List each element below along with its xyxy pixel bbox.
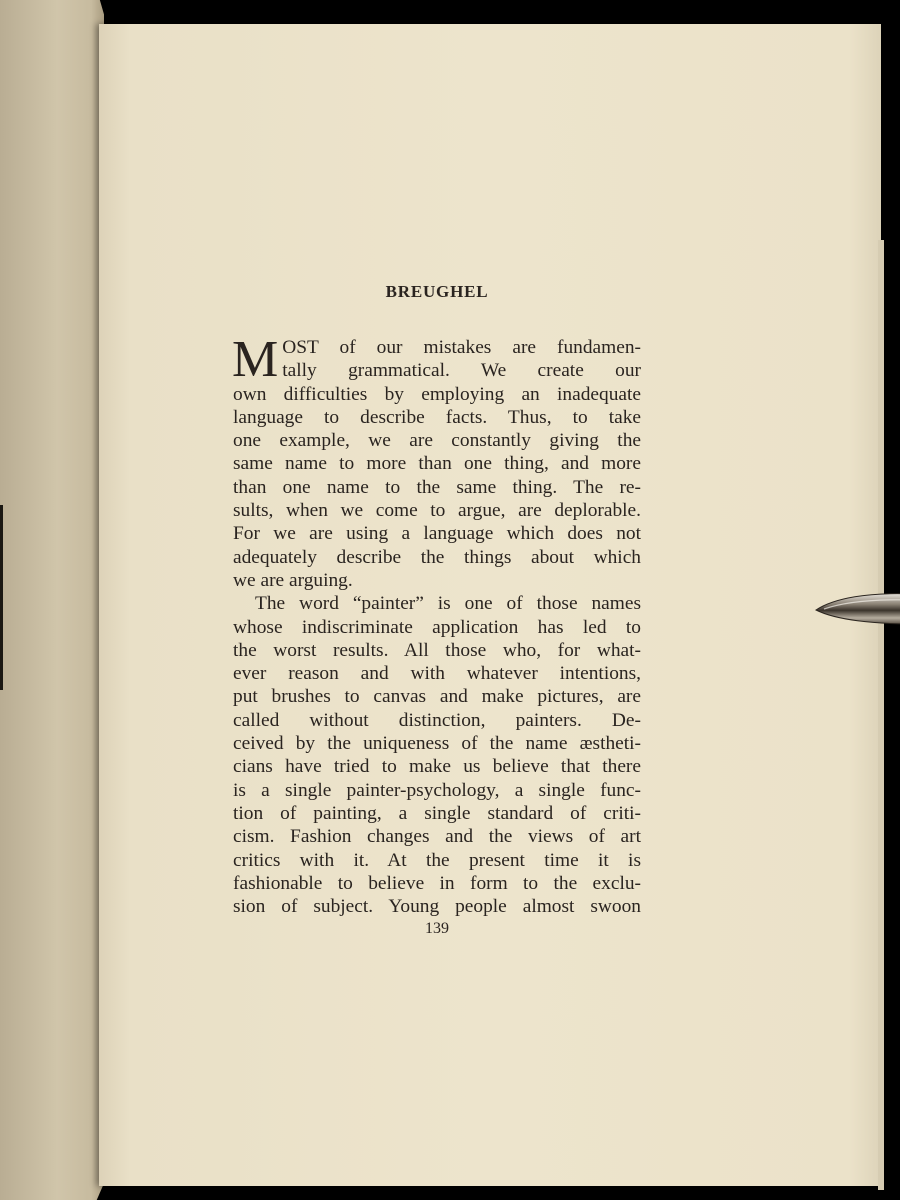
text-line: adequately describe the things about which — [233, 546, 641, 568]
page-number: 139 — [425, 920, 449, 938]
text-line: The word “painter” is one of those names — [255, 593, 641, 615]
metal-bookmark-clip — [814, 588, 900, 628]
text-line: sults, when we come to argue, are deplorable. — [233, 500, 641, 522]
text-line: tally grammatical. We create our — [282, 360, 641, 382]
facing-page-shadow — [0, 505, 3, 690]
text-line: own difficulties by employing an inadequate — [233, 383, 641, 405]
text-line: than one name to the same thing. The re- — [233, 476, 641, 498]
drop-cap: M — [232, 331, 279, 388]
page-edge-stack — [878, 240, 884, 1190]
text-line: one example, we are constantly giving the — [233, 430, 641, 452]
text-line: OST of our mistakes are fundamen- — [282, 337, 641, 358]
text-line: cism. Fashion changes and the views of art — [233, 826, 641, 848]
facing-page-edge — [0, 0, 104, 1200]
text-line: same name to more than one thing, and more — [233, 453, 641, 475]
text-line: we are arguing. — [233, 569, 353, 591]
text-line: language to describe facts. Thus, to take — [233, 406, 641, 428]
text-line: critics with it. At the present time it is — [233, 849, 641, 871]
text-line: cians have tried to make us believe that there — [233, 756, 641, 778]
text-line: For we are using a language which does not — [233, 523, 641, 545]
text-line: sion of subject. Young people almost swoon — [233, 896, 641, 918]
text-line: ceived by the uniqueness of the name æstheti- — [233, 733, 641, 755]
text-line: tion of painting, a single standard of criti- — [233, 802, 641, 824]
text-line: fashionable to believe in form to the exclu- — [233, 872, 641, 894]
text-line: is a single painter-psychology, a single func- — [233, 779, 641, 801]
text-line: ever reason and with whatever intentions, — [233, 663, 641, 685]
page-text-block — [233, 280, 641, 938]
paragraph-2 — [233, 592, 641, 918]
text-line: whose indiscriminate application has led to — [233, 616, 641, 638]
text-line: called without distinction, painters. De- — [233, 709, 641, 731]
text-line: put brushes to canvas and make pictures, are — [233, 686, 641, 708]
text-line: the worst results. All those who, for what- — [233, 639, 641, 661]
running-head: BREUGHEL — [385, 282, 489, 301]
paragraph-1 — [232, 331, 641, 592]
